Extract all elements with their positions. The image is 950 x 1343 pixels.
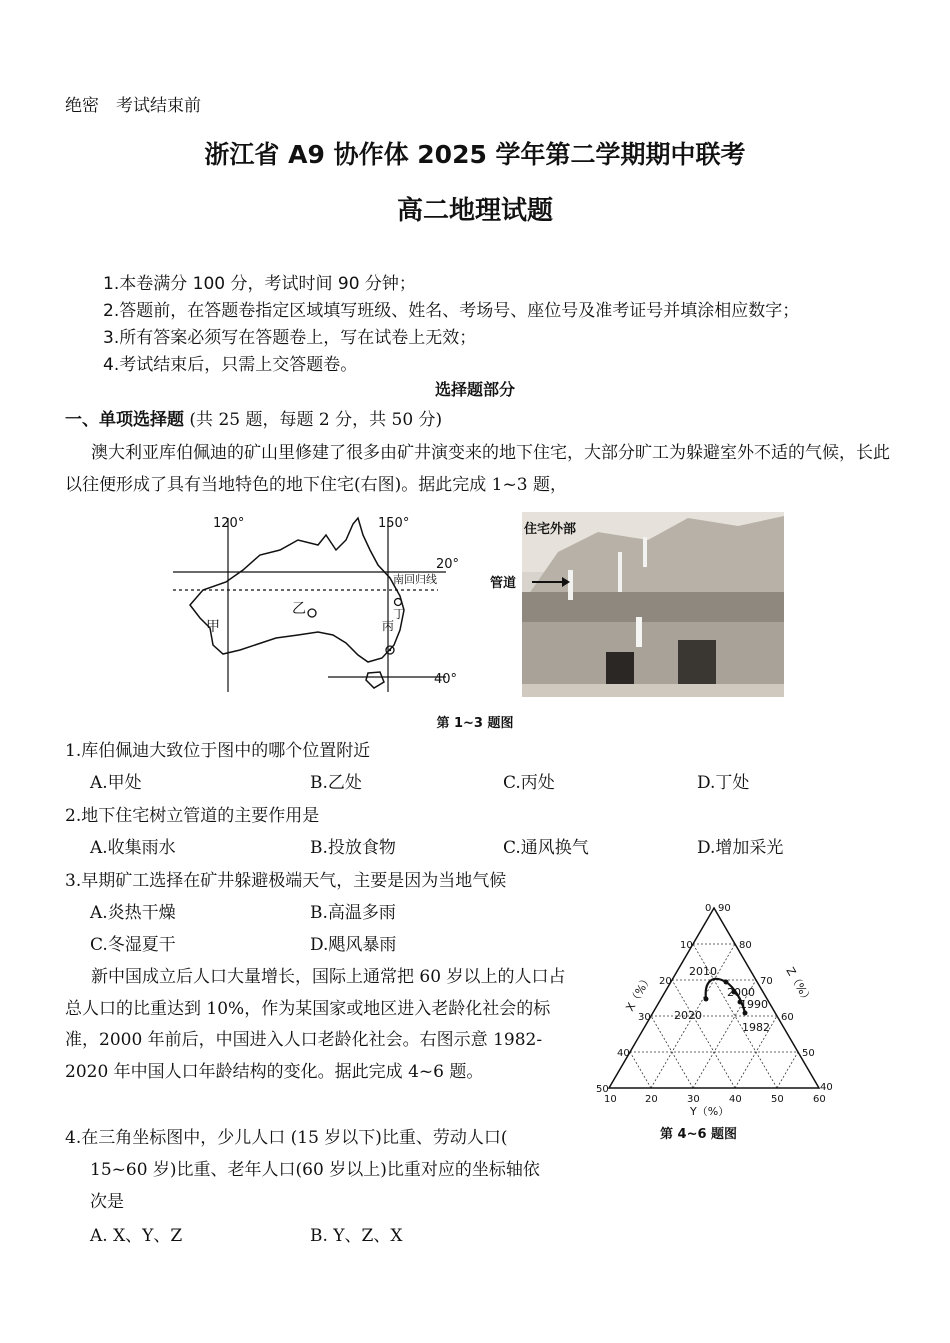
note-4: 4.考试结束后，只需上交答题卷。 [103,355,358,375]
door-right [678,640,716,684]
right-tick-90: 90 [718,903,731,914]
bottom-tick-30: 30 [687,1094,700,1105]
australia-map [168,510,468,700]
q3-stem: 3.早期矿工选择在矿井躲避极端天气，主要是因为当地气候 [65,871,507,891]
right-tick-50: 50 [802,1048,815,1059]
q1-option-d[interactable]: D.丁处 [697,773,750,793]
ding-label: 丁 [393,607,406,621]
part-title: 选择题部分 [434,380,515,399]
year-label-1990: 1990 [740,998,768,1011]
lon-150-label: 150° [378,516,410,531]
axis-y-title: Y（%） [690,1105,730,1116]
q1-stem: 1.库伯佩迪大致位于图中的哪个位置附近 [65,741,371,761]
note-3: 3.所有答案必须写在答题卷上，写在试卷上无效； [103,328,477,348]
q2-option-d[interactable]: D.增加采光 [697,838,784,858]
section-heading [65,412,442,429]
point-1982 [743,1011,748,1016]
intro-paragraph-1: 澳大利亚库伯佩迪的矿山里修建了很多由矿井演变来的地下住宅，大部分旷工为躲避室外不适的气候，长此以往便形成了具有当地特色的地下住宅(右图)。据此完成 1~3 题， [65,443,890,495]
q3-option-b[interactable]: B.高温多雨 [310,903,396,923]
right-tick-70: 70 [760,976,773,987]
left-tick-20: 20 [659,976,672,987]
yi-label: 乙 [292,601,306,617]
year-label-1982: 1982 [742,1021,770,1034]
bottom-tick-20: 20 [645,1094,658,1105]
year-label-2000: 2000 [727,986,755,999]
tropic-label: 南回归线 [393,573,437,586]
ternary-diagram [594,896,834,1116]
bottom-tick-60: 60 [813,1094,826,1105]
q4-stem-line3: 次是 [90,1192,124,1212]
note-2: 2.答题前，在答题卷指定区域填写班级、姓名、考场号、座位号及准考证号并填涂相应数字； [103,301,800,321]
q1-option-a[interactable]: A.甲处 [90,773,142,793]
yi-marker [308,609,316,617]
note-1: 1.本卷满分 100 分，考试时间 90 分钟； [103,274,416,294]
bottom-tick-50: 50 [771,1094,784,1105]
pipe-label: 管道 [490,576,517,591]
figure2-caption: 第 4~6 题图 [660,1127,738,1142]
outside-label: 住宅外部 [524,522,577,537]
left-tick-10: 10 [680,940,693,951]
lon-120-label: 120° [213,516,245,531]
vent-pipe-2 [568,570,573,600]
exam-title: 浙江省 A9 协作体 2025 学年第二学期期中联考 [204,140,746,169]
q2-option-c[interactable]: C.通风换气 [503,838,589,858]
q3-option-a[interactable]: A.炎热干燥 [90,903,176,923]
q3-option-c[interactable]: C.冬湿夏干 [90,935,176,955]
right-tick-60: 60 [781,1012,794,1023]
axis-z-title: Z（%） [783,965,815,1007]
q4-option-b[interactable]: B. Y、Z、X [310,1226,403,1246]
q3-option-d[interactable]: D.飓风暴雨 [310,935,397,955]
q4-stem-line2: 15~60 岁)比重、老年人口(60 岁以上)比重对应的坐标轴依 [90,1160,540,1180]
axis-x-title: X（%） [623,972,655,1014]
figure1-caption: 第 1~3 题图 [436,716,514,731]
tasmania-outline [366,672,384,688]
q1-option-c[interactable]: C.丙处 [503,773,555,793]
exam-subtitle: 高二地理试题 [396,196,553,226]
q4-option-a[interactable]: A. X、Y、Z [90,1226,183,1246]
lat-40-label: 40° [434,672,458,687]
q2-option-b[interactable]: B.投放食物 [310,838,396,858]
left-tick-0: 0 [705,903,712,914]
section-title: 一、单项选择题 [65,410,184,430]
right-tick-80: 80 [739,940,752,951]
bottom-tick-10: 10 [604,1094,617,1105]
underground-house-photo [488,512,784,697]
left-tick-40: 40 [617,1048,630,1059]
point-2020 [704,997,709,1002]
left-tick-30: 30 [638,1012,651,1023]
intro-paragraph-2: 新中国成立后人口大量增长，国际上通常把 60 岁以上的人口占总人口的比重达到 10%，作为某国家或地区进入老龄化社会的标准，2000 年前后，中国进入人口老龄化社会。右图示意 1982-2020 年中国人口年龄结构的变化。据此完成 4~6 题。 [65,967,566,1082]
vent-pipe-3 [618,552,622,592]
section-note: (共 25 题，每题 2 分，共 50 分) [189,410,443,430]
bing-label: 丙 [382,619,395,633]
point-2010 [724,980,729,985]
door-left [606,652,634,684]
lat-20-label: 20° [436,557,460,572]
year-label-2010: 2010 [689,965,717,978]
q4-stem-line1: 4.在三角坐标图中，少儿人口 (15 岁以下)比重、劳动人口( [65,1128,508,1148]
left-tick-50: 50 [596,1084,609,1095]
right-tick-40: 40 [820,1082,833,1093]
year-label-2020: 2020 [674,1009,702,1022]
jia-label: 甲 [206,619,220,635]
vent-pipe-4 [643,537,647,567]
vent-pipe-1 [636,617,642,647]
secret-label: 绝密 考试结束前 [65,96,201,116]
q1-option-b[interactable]: B.乙处 [310,773,362,793]
bottom-tick-40: 40 [729,1094,742,1105]
q2-option-a[interactable]: A.收集雨水 [90,838,176,858]
ding-marker [395,599,402,606]
q2-stem: 2.地下住宅树立管道的主要作用是 [65,806,320,826]
